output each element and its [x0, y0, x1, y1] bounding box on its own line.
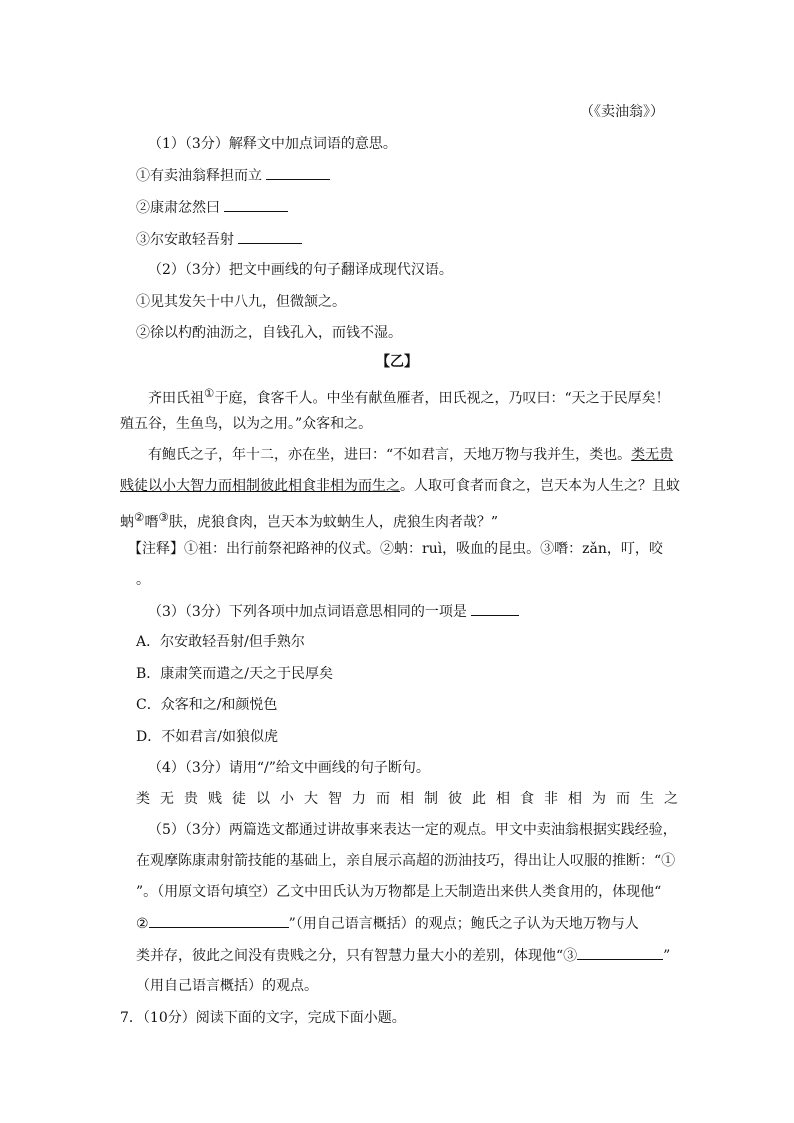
option-b[interactable]: B．康肃笑而遣之/天之于民厚矣: [136, 666, 334, 682]
question-5-line: （用自己语言概括）的观点。: [136, 978, 318, 994]
answer-blank[interactable]: [266, 165, 330, 180]
answer-blank[interactable]: [471, 601, 519, 616]
question-5-line: 类并存，彼此之间没有贵贱之分，只有智慧力量大小的差别，体现他“③ ”: [136, 945, 670, 966]
annotation-line: 【注释】①祖：出行前祭祀路神的仪式。②蚋：ruì，吸血的昆虫。③噆：zǎn，叮，咬: [128, 541, 663, 557]
annotation-line: 。: [136, 572, 150, 588]
answer-blank[interactable]: [149, 913, 289, 928]
option-d[interactable]: D．不如君言/如狼似虎: [136, 729, 278, 745]
question-3-stem: （3）（3分）下列各项中加点词语意思相同的一项是: [148, 601, 519, 622]
footnote-ref: ②: [134, 510, 145, 524]
question-1-stem: （1）（3分）解释文中加点词语的意思。: [148, 136, 397, 152]
question-4-sentence: 类无贵贱徒以小大智力而相制彼此相食非相为而生之: [136, 791, 688, 807]
question-1-item: ①有卖油翁释担而立: [136, 165, 330, 186]
question-2-item: ②徐以杓酌油沥之，自钱孔入，而钱不湿。: [136, 325, 402, 341]
footnote-ref: ③: [158, 510, 169, 524]
footnote-ref: ①: [204, 386, 215, 400]
underlined-sentence: 贱徒以小大智力而相制彼此相食非相为而生之: [120, 478, 400, 494]
answer-blank[interactable]: [577, 945, 663, 960]
question-5-line: 在观摩陈康肃射箭技能的基础上，亲自展示高超的沥油技巧，得出让人叹服的推断：“①: [136, 853, 676, 869]
question-5-line: ”。（用原文语句填空）乙文中田氏认为万物都是上天制造出来供人类食用的，体现他“: [136, 884, 662, 900]
answer-blank[interactable]: [224, 197, 288, 212]
passage-line: 齐田氏祖①于庭，食客千人。中坐有献鱼雁者，田氏视之，乃叹曰：“天之于民厚矣！: [148, 386, 670, 407]
passage-line: 蚋②噆③肤，虎狼食肉，岂天本为蚊蚋生人，虎狼生肉者哉？”: [120, 510, 499, 531]
question-2-stem: （2）（3分）把文中画线的句子翻译成现代汉语。: [148, 262, 453, 278]
underlined-sentence: 类无贵: [631, 447, 674, 463]
option-c[interactable]: C．众客和之/和颜悦色: [136, 697, 278, 713]
question-5-line: ② ”（用自己语言概括）的观点；鲍氏之子认为天地万物与人: [136, 913, 639, 934]
section-b-title: 【乙】: [376, 354, 418, 370]
question-7-stem: 7．（10分）阅读下面的文字，完成下面小题。: [120, 1010, 406, 1026]
passage-line: 殖五谷，生鱼鸟，以为之用。”众客和之。: [120, 416, 373, 432]
question-2-item: ①见其发矢十中八九，但微颔之。: [136, 294, 346, 310]
option-a[interactable]: A．尔安敢轻吾射/但手熟尔: [136, 634, 305, 650]
question-5-line: （5）（3分）两篇选文都通过讲故事来表达一定的观点。甲文中卖油翁根据实践经验，: [148, 822, 677, 838]
question-1-item: ③尔安敢轻吾射: [136, 229, 302, 250]
passage-line: 贱徒以小大智力而相制彼此相食非相为而生之。人取可食者而食之，岂天本为人生之？且蚊: [120, 478, 680, 494]
source-citation: （《卖油翁》）: [580, 104, 664, 120]
question-4-stem: （4）（3分）请用“/”给文中画线的句子断句。: [148, 760, 430, 776]
passage-line: 有鲍氏之子，年十二，亦在坐，进曰：“不如君言，天地万物与我并生，类也。类无贵: [148, 447, 674, 463]
answer-blank[interactable]: [238, 229, 302, 244]
question-1-item: ②康肃忿然曰: [136, 197, 288, 218]
